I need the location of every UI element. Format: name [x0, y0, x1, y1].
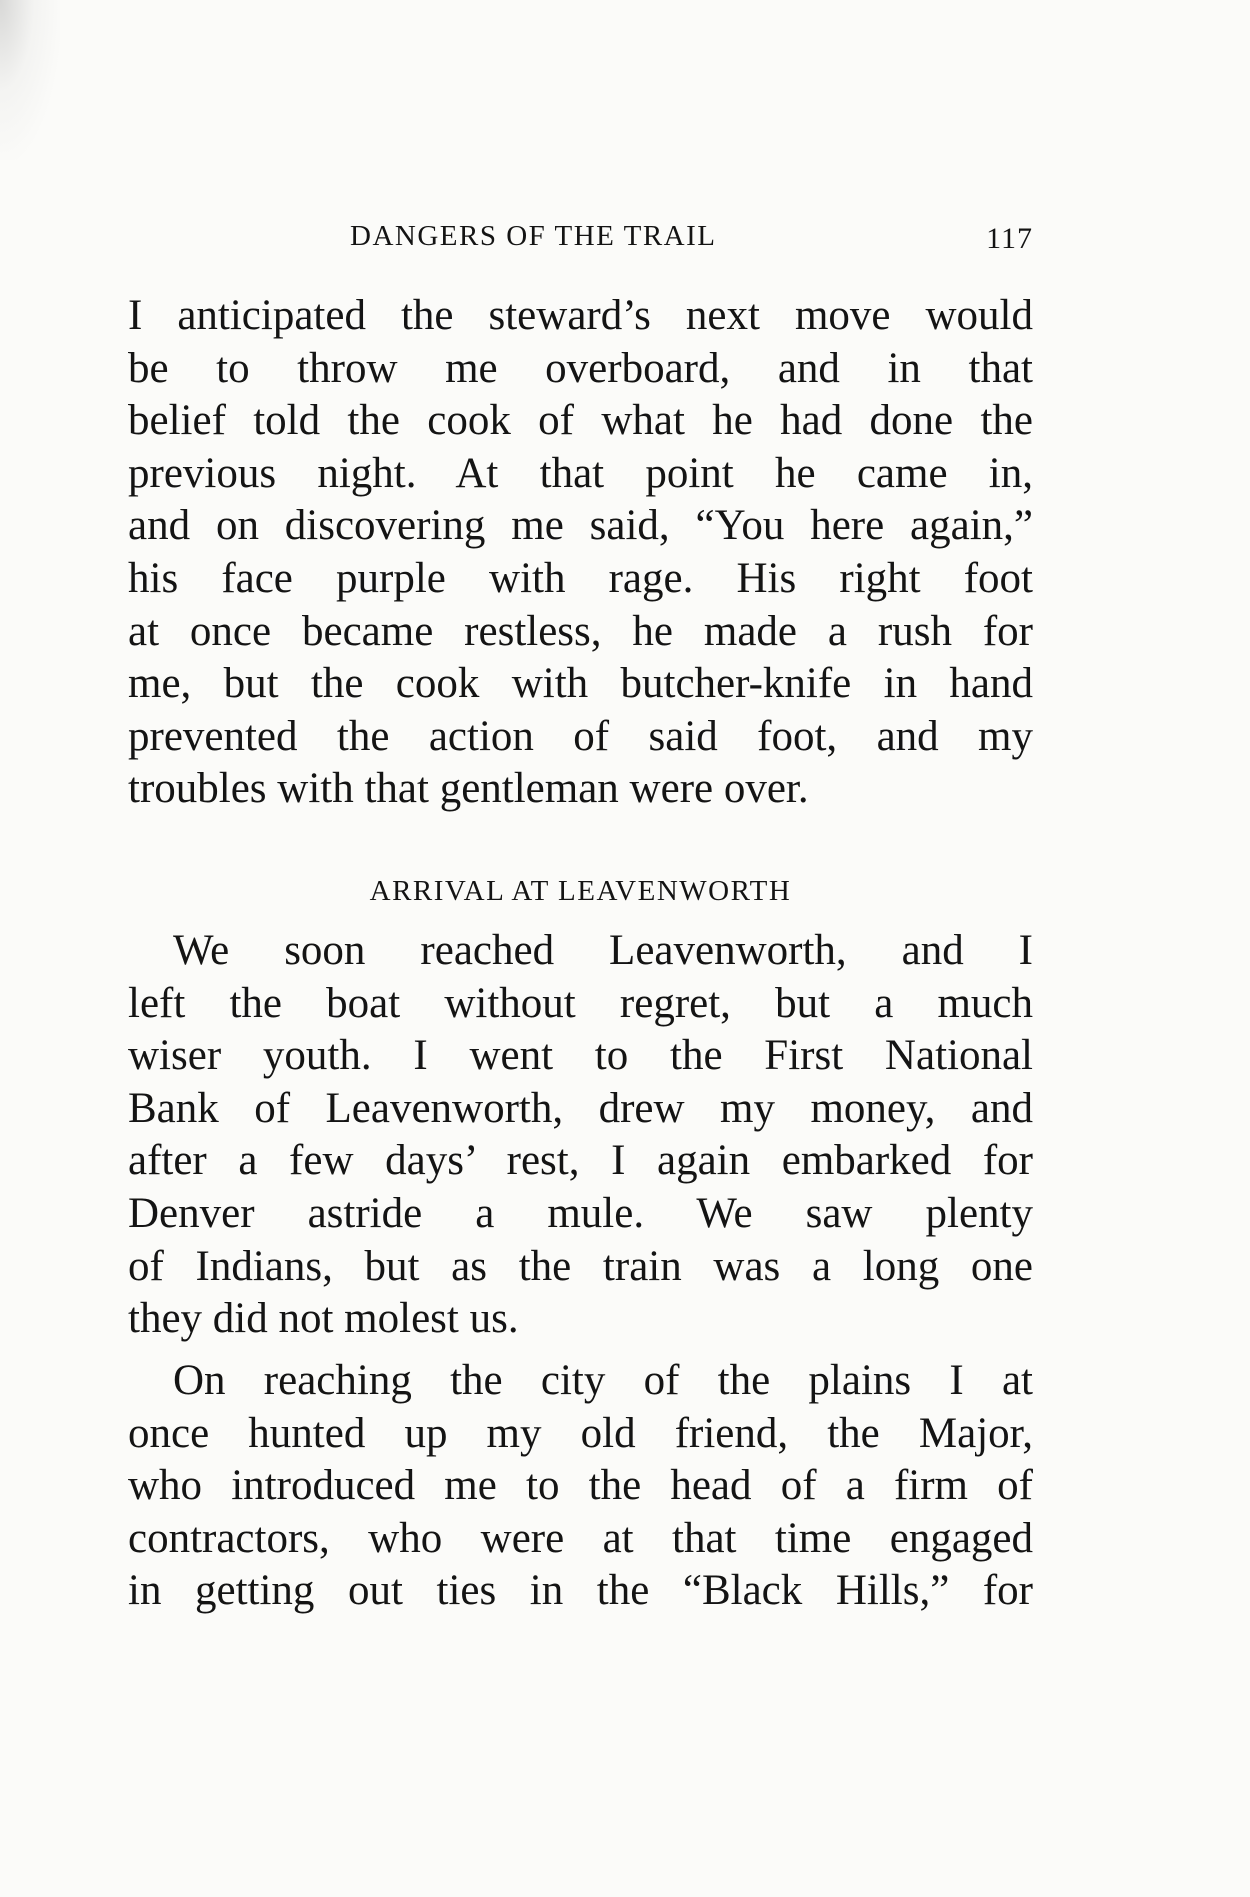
text-line: prevented the action of said foot, and my [128, 712, 1033, 760]
text-line: contractors, who were at that time engaged [128, 1514, 1033, 1562]
paragraph-3 [128, 1355, 1033, 1618]
text-line: his face purple with rage. His right foot [128, 554, 1033, 602]
text-line: We soon reached Leavenworth, and I [173, 927, 1033, 974]
page-edge-speckle [0, 0, 60, 160]
text-line: Bank of Leavenworth, drew my money, and [128, 1084, 1033, 1132]
paragraph-2 [128, 925, 1033, 1346]
text-line: they did not molest us. [128, 1295, 519, 1343]
text-line: who introduced me to the head of a firm of [128, 1462, 1033, 1510]
paragraph-1 [128, 290, 1033, 816]
page-number: 117 [986, 222, 1033, 255]
text-line: wiser youth. I went to the First National [128, 1032, 1033, 1080]
running-title: DANGERS OF THE TRAIL [350, 220, 717, 252]
text-line: me, but the cook with butcher-knife in hand [128, 660, 1033, 708]
text-line: at once became restless, he made a rush for [128, 607, 1033, 655]
section-heading: ARRIVAL AT LEAVENWORTH [369, 875, 792, 907]
text-line: previous night. At that point he came in, [128, 449, 1033, 497]
text-line: On reaching the city of the plains I at [173, 1357, 1033, 1404]
text-line: and on discovering me said, “You here again,” [128, 502, 1033, 550]
text-line: left the boat without regret, but a much [128, 979, 1033, 1027]
running-head [128, 220, 1033, 260]
text-line: after a few days’ rest, I again embarked for [128, 1137, 1033, 1185]
text-line: in getting out ties in the “Black Hills,” for [128, 1567, 1033, 1615]
text-line: belief told the cook of what he had done the [128, 397, 1033, 445]
text-line: Denver astride a mule. We saw plenty [128, 1189, 1033, 1237]
text-line: troubles with that gentleman were over. [128, 765, 809, 813]
text-line: of Indians, but as the train was a long one [128, 1242, 1033, 1290]
text-line: I anticipated the steward’s next move would [128, 292, 1033, 339]
text-line: be to throw me overboard, and in that [128, 344, 1033, 392]
text-line: once hunted up my old friend, the Major, [128, 1409, 1033, 1457]
